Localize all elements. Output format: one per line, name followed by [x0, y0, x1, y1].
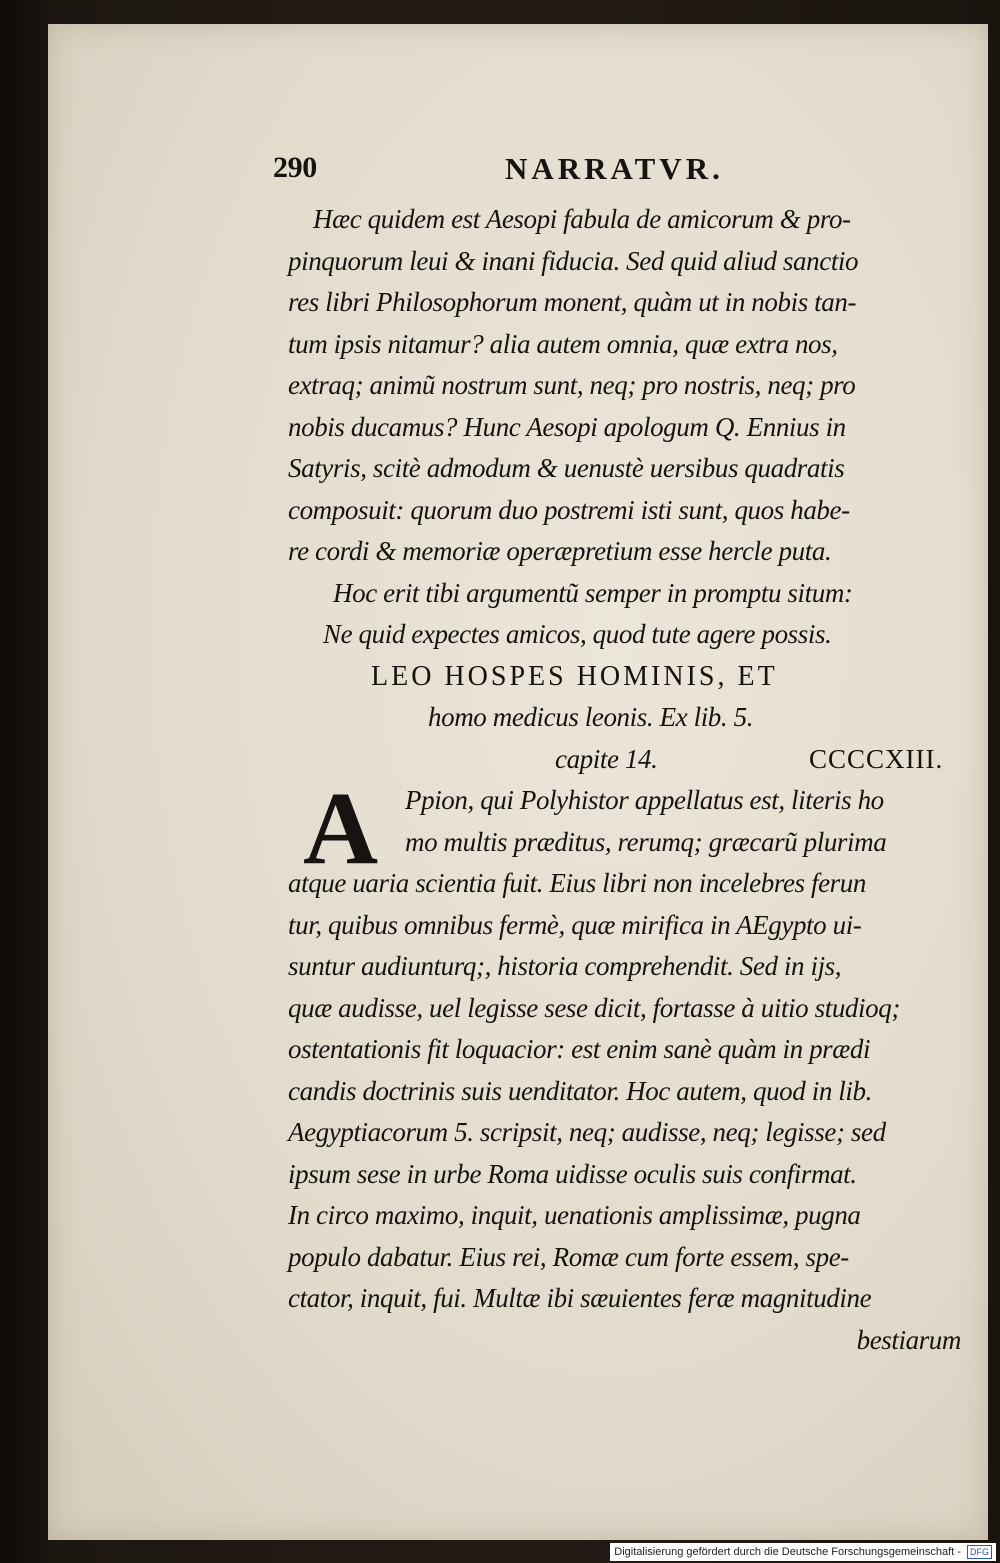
- footer-credit: [610, 1543, 996, 1561]
- running-head: NARRATVR.: [505, 151, 724, 186]
- chapter-number: CCCCXIII.: [809, 743, 944, 774]
- text-line: In circo maximo, inquit, uenationis amplissimæ, pugna: [288, 1200, 861, 1230]
- page-header: [273, 149, 973, 199]
- chapter-subtitle: homo medicus leonis. Ex lib. 5.: [428, 702, 754, 732]
- text-line: Satyris, scitè admodum & uenustè uersibus quadratis: [288, 453, 845, 483]
- text-line: extraq; animũ nostrum sunt, neq; pro nostris, neq; pro: [288, 370, 856, 400]
- text-line: populo dabatur. Eius rei, Romæ cum forte essem, spe-: [288, 1241, 849, 1272]
- drop-cap: A: [303, 771, 378, 886]
- footer-text: Digitalisierung gefördert durch die Deutsche Forschungsgemeinschaft -: [614, 1546, 961, 1558]
- text-line: composuit: quorum duo postremi isti sunt, quos habe-: [288, 494, 850, 525]
- text-line: ctator, inquit, fui. Multæ ibi sæuientes feræ magnitudine: [288, 1283, 872, 1313]
- text-line: re cordi & memoriæ operæpretium esse hercle puta.: [288, 536, 832, 566]
- text-line: atque uaria scientia fuit. Eius libri non incelebres ferun: [288, 868, 866, 898]
- text-line: tur, quibus omnibus fermè, quæ mirifica in AEgypto ui-: [288, 909, 862, 940]
- book-page: [48, 24, 988, 1540]
- text-line: Hæc quidem est Aesopi fabula de amicorum & pro-: [313, 204, 851, 234]
- text-line: res libri Philosophorum monent, quàm ut in nobis tan-: [288, 287, 857, 317]
- chapter-title: LEO HOSPES HOMINIS, ET: [371, 660, 778, 692]
- verse-line: Hoc erit tibi argumentũ semper in promptu situm:: [333, 577, 853, 608]
- text-line: suntur audiunturq;, historia comprehendit. Sed in ijs,: [288, 951, 842, 981]
- text-line: ipsum sese in urbe Roma uidisse oculis suis confirmat.: [288, 1158, 857, 1189]
- text-line: candis doctrinis suis uenditator. Hoc autem, quod in lib.: [288, 1075, 872, 1106]
- text-line: tum ipsis nitamur? alia autem omnia, quæ extra nos,: [288, 328, 838, 359]
- text-block: [273, 149, 973, 1361]
- text-line: nobis ducamus? Hunc Aesopi apologum Q. Ennius in: [288, 411, 846, 442]
- text-line: pinquorum leui & inani fiducia. Sed quid aliud sanctio: [288, 245, 859, 276]
- text-line: Ppion, qui Polyhistor appellatus est, literis ho: [405, 785, 884, 815]
- text-line: ostentationis fit loquacior: est enim sanè quàm in prædi: [288, 1034, 871, 1064]
- verse-line: Ne quid expectes amicos, quod tute agere possis.: [323, 619, 832, 649]
- catchword: bestiarum: [856, 1324, 961, 1355]
- text-line: Aegyptiacorum 5. scripsit, neq; audisse, neq; legisse; sed: [288, 1117, 886, 1147]
- chapter-reference: capite 14.: [555, 743, 658, 774]
- text-line: quæ audisse, uel legisse sese dicit, fortasse à uitio studioq;: [288, 992, 900, 1023]
- text-line: mo multis præditus, rerumq; græcarũ plurima: [405, 826, 887, 857]
- dfg-logo: DFG: [967, 1545, 992, 1559]
- page-number: 290: [273, 151, 317, 184]
- chapter-heading-line: [273, 739, 973, 781]
